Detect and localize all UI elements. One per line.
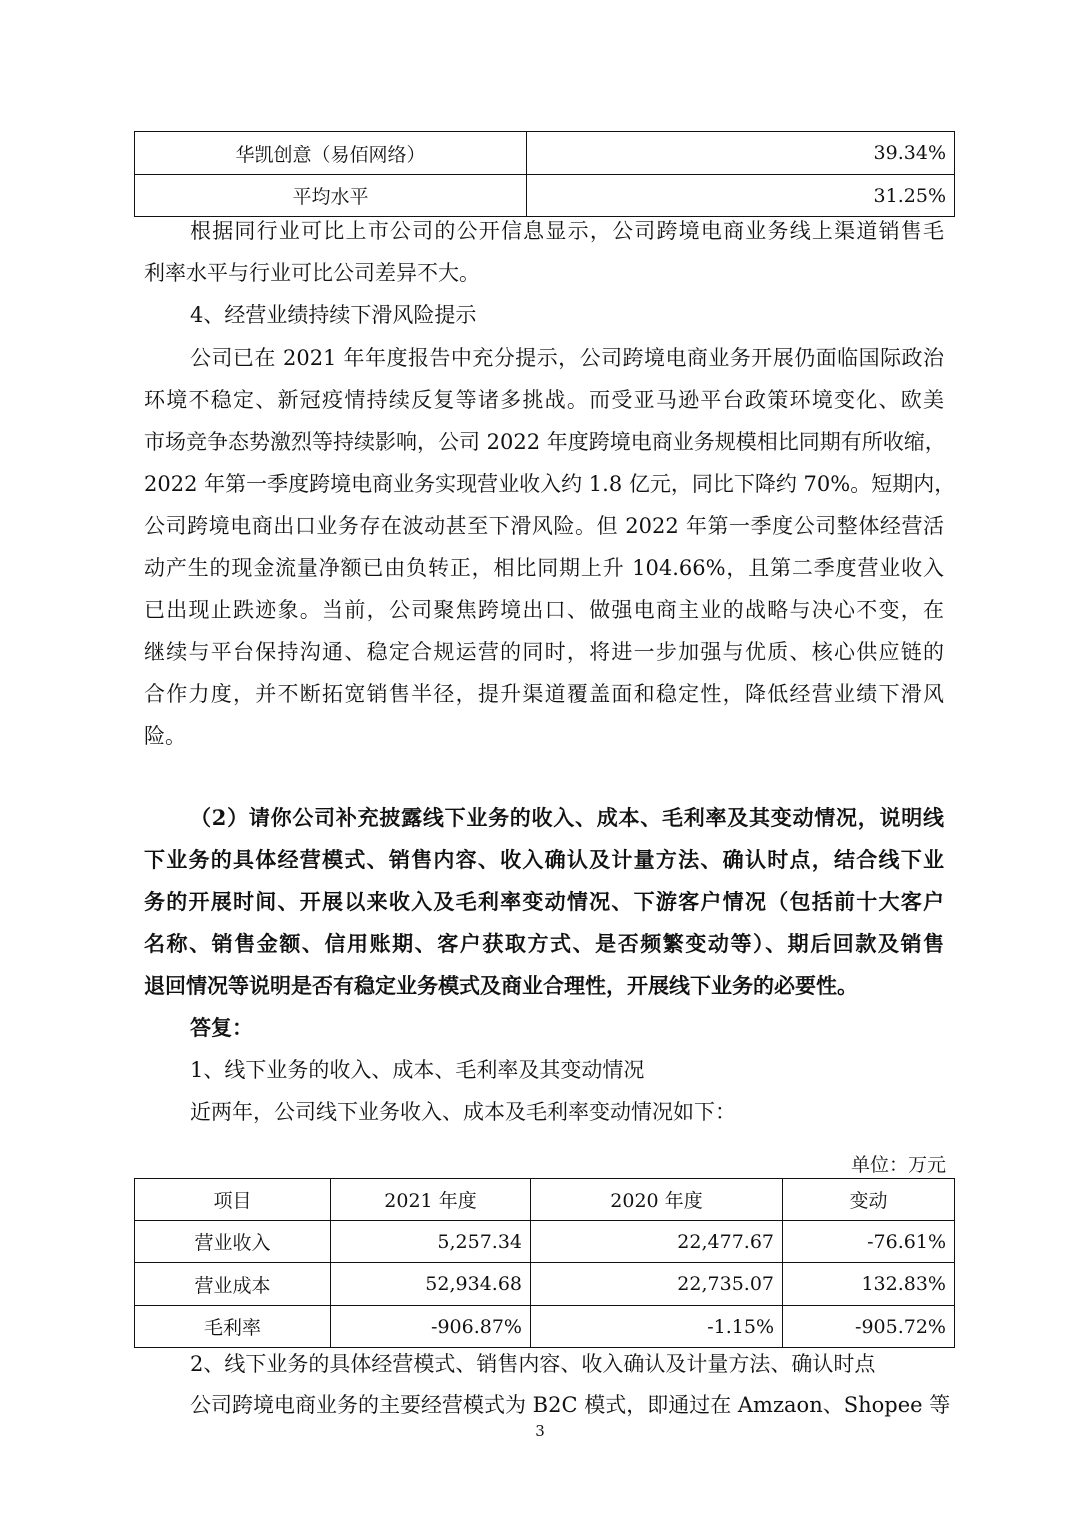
question-line: 务的开展时间、开展以来收入及毛利率变动情况、下游客户情况（包括前十大客户 <box>144 889 944 914</box>
question-line: 名称、销售金额、信用账期、客户获取方式、是否频繁变动等）、期后回款及销售 <box>144 931 944 956</box>
change-cell: 132.83% <box>783 1263 955 1306</box>
section-heading: 4、经营业绩持续下滑风险提示 <box>190 303 477 327</box>
item-cell: 毛利率 <box>135 1306 331 1348</box>
paragraph-line: 公司跨境电商出口业务存在波动甚至下滑风险。但 2022 年第一季度公司整体经营活 <box>144 514 944 538</box>
paragraph-line: 险。 <box>144 724 186 748</box>
table-row <box>135 132 955 175</box>
header-cell: 2020 年度 <box>531 1179 783 1221</box>
value-cell: 22,477.67 <box>531 1221 783 1263</box>
subsection-heading: 1、线下业务的收入、成本、毛利率及其变动情况 <box>190 1058 645 1082</box>
value-cell: 22,735.07 <box>531 1263 783 1306</box>
item-cell: 营业收入 <box>135 1221 331 1263</box>
paragraph-line: 环境不稳定、新冠疫情持续反复等诸多挑战。而受亚马逊平台政策环境变化、欧美 <box>144 388 944 412</box>
reply-heading: 答复： <box>190 1015 253 1040</box>
paragraph-line: 公司已在 2021 年年度报告中充分提示，公司跨境电商业务开展仍面临国际政治 <box>190 346 944 370</box>
paragraph-line: 合作力度，并不断拓宽销售半径，提升渠道覆盖面和稳定性，降低经营业绩下滑风 <box>144 682 944 706</box>
paragraph-line: 公司跨境电商业务的主要经营模式为 B2C 模式，即通过在 Amzaon、Shopee 等 <box>190 1393 951 1417</box>
question-line: 退回情况等说明是否有稳定业务模式及商业合理性，开展线下业务的必要性。 <box>144 973 858 998</box>
paragraph-line: 根据同行业可比上市公司的公开信息显示，公司跨境电商业务线上渠道销售毛 <box>190 219 944 243</box>
company-cell: 华凯创意（易佰网络） <box>135 132 527 175</box>
value-cell: -906.87% <box>331 1306 531 1348</box>
page-number: 3 <box>535 1422 545 1440</box>
margin-cell: 39.34% <box>527 132 955 175</box>
table-header-row <box>135 1179 955 1221</box>
question-line: 下业务的具体经营模式、销售内容、收入确认及计量方法、确认时点，结合线下业 <box>144 847 944 872</box>
margin-cell: 31.25% <box>527 175 955 217</box>
question-line: （2）请你公司补充披露线下业务的收入、成本、毛利率及其变动情况，说明线 <box>190 805 944 830</box>
paragraph-line: 已出现止跌迹象。当前，公司聚焦跨境出口、做强电商主业的战略与决心不变，在 <box>144 598 944 622</box>
paragraph-line: 近两年，公司线下业务收入、成本及毛利率变动情况如下： <box>190 1100 736 1124</box>
header-cell: 2021 年度 <box>331 1179 531 1221</box>
change-cell: -905.72% <box>783 1306 955 1348</box>
subsection-heading: 2、线下业务的具体经营模式、销售内容、收入确认及计量方法、确认时点 <box>190 1352 876 1376</box>
change-cell: -76.61% <box>783 1221 955 1263</box>
header-cell: 变动 <box>783 1179 955 1221</box>
paragraph-line: 市场竞争态势激烈等持续影响，公司 2022 年度跨境电商业务规模相比同期有所收缩， <box>144 430 946 454</box>
table-row <box>135 1221 955 1263</box>
paragraph-line: 动产生的现金流量净额已由负转正，相比同期上升 104.66%，且第二季度营业收入 <box>144 556 944 580</box>
item-cell: 营业成本 <box>135 1263 331 1306</box>
financial-table <box>134 1178 955 1348</box>
table-row <box>135 1306 955 1348</box>
header-cell: 项目 <box>135 1179 331 1221</box>
table-row <box>135 1263 955 1306</box>
company-cell: 平均水平 <box>135 175 527 217</box>
unit-label: 单位：万元 <box>850 1154 946 1176</box>
value-cell: 5,257.34 <box>331 1221 531 1263</box>
value-cell: 52,934.68 <box>331 1263 531 1306</box>
paragraph-line: 2022 年第一季度跨境电商业务实现营业收入约 1.8 亿元，同比下降约 70%。短期内， <box>144 472 956 496</box>
paragraph-line: 利率水平与行业可比公司差异不大。 <box>144 261 480 285</box>
value-cell: -1.15% <box>531 1306 783 1348</box>
comparison-table <box>134 131 955 217</box>
paragraph-line: 继续与平台保持沟通、稳定合规运营的同时，将进一步加强与优质、核心供应链的 <box>144 640 944 664</box>
table-row <box>135 175 955 217</box>
